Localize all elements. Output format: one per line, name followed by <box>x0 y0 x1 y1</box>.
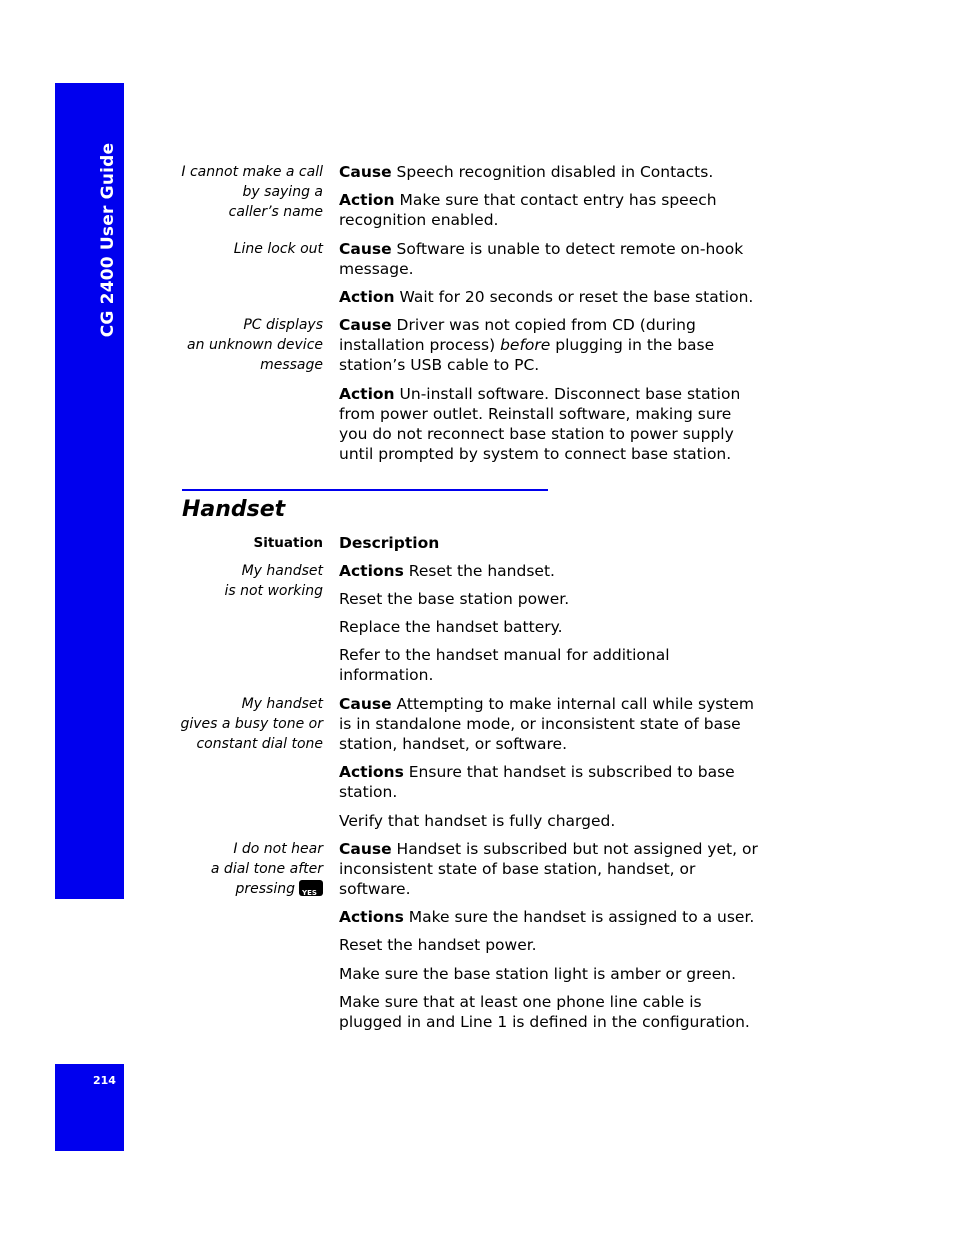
situation-label: I do not hear a dial tone after pressing YES <box>210 841 323 897</box>
cause-text: Cause Handset is subscribed but not assigned yet, or inconsistent state of base station, handset, or software. <box>339 840 758 898</box>
action-text: Make sure that at least one phone line cable is plugged in and Line 1 is defined in the configuration. <box>339 993 750 1031</box>
action-text: Action Wait for 20 seconds or reset the base station. <box>339 288 754 306</box>
page-number: 214 <box>93 1074 116 1087</box>
situation-label: I cannot make a call by saying a caller’s name <box>181 164 323 220</box>
action-text: Actions Reset the handset. <box>339 562 555 580</box>
cause-text: Cause Software is unable to detect remote on-hook message. <box>339 240 744 278</box>
action-text: Make sure the base station light is amber or green. <box>339 965 736 983</box>
action-text: Reset the handset power. <box>339 936 537 954</box>
action-text: Refer to the handset manual for additional information. <box>339 646 670 684</box>
action-text: Verify that handset is fully charged. <box>339 812 616 830</box>
situation-label: My handset is not working <box>224 563 323 599</box>
action-text: Actions Make sure the handset is assigned to a user. <box>339 908 755 926</box>
yes-key-icon: YES <box>299 880 323 896</box>
cause-text: Cause Driver was not copied from CD (during installation process) before plugging in the base station’s USB cable to PC. <box>339 316 715 374</box>
column-header-description: Description <box>339 534 440 552</box>
action-text: Replace the handset battery. <box>339 618 563 636</box>
situation-label: My handset gives a busy tone or constant dial tone <box>180 696 323 752</box>
situation-label: PC displays an unknown device message <box>187 317 323 373</box>
section-rule <box>182 489 548 491</box>
cause-text: Cause Attempting to make internal call while system is in standalone mode, or inconsistent state of base station, handset, or software. <box>339 695 755 753</box>
action-text: Reset the base station power. <box>339 590 570 608</box>
action-text: Actions Ensure that handset is subscribed to base station. <box>339 763 735 801</box>
action-text: Action Make sure that contact entry has speech recognition enabled. <box>339 191 717 229</box>
sidebar-title: CG 2400 User Guide <box>98 142 118 338</box>
action-text: Action Un-install software. Disconnect base station from power outlet. Reinstall software, making sure you do not reconnect base station to power supply until prompted by system to connect base station. <box>339 385 741 463</box>
situation-label: Line lock out <box>233 241 323 257</box>
column-header-situation: Situation <box>253 535 323 551</box>
cause-text: Cause Speech recognition disabled in Contacts. <box>339 163 714 181</box>
section-heading: Handset <box>182 497 286 522</box>
